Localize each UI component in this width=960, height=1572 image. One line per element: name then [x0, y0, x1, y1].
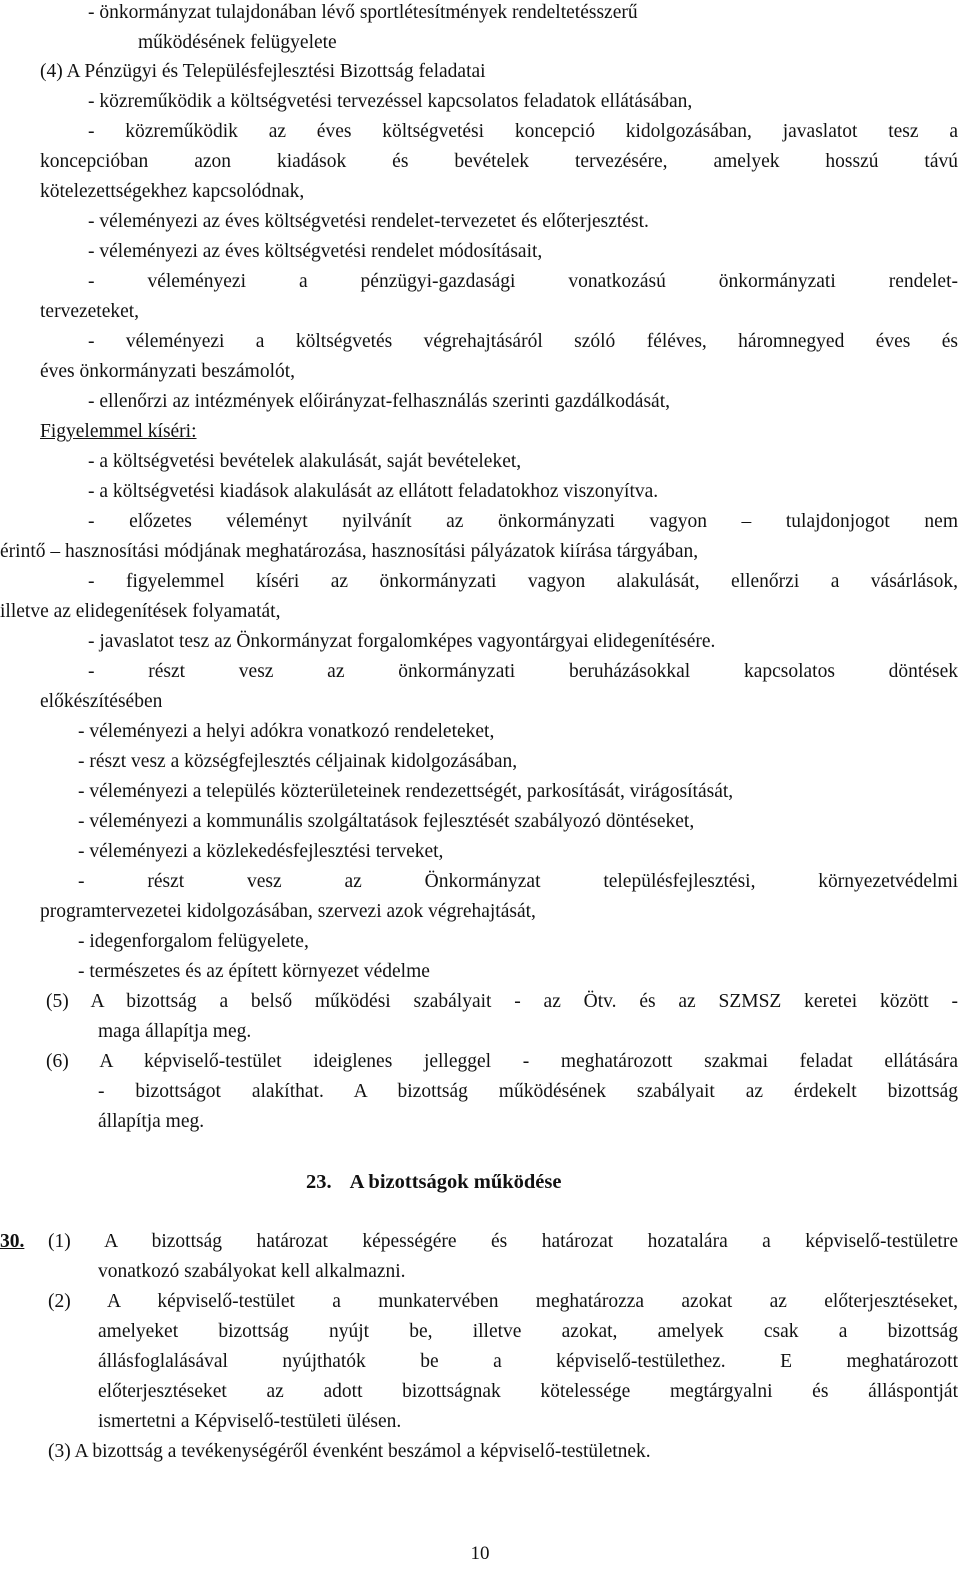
page-number: 10: [470, 1543, 490, 1564]
text-line: - véleményezi a kommunális szolgáltatások fejlesztését szabályozó döntéseket,: [78, 811, 695, 832]
text-line: - önkormányzat tulajdonában lévő sportlétesítmények rendeltetésszerű: [88, 2, 638, 23]
text-line: - közreműködik az éves költségvetési koncepció kidolgozásában, javaslatot tesz a: [88, 121, 958, 142]
underlined-subheading: Figyelemmel kíséri:: [40, 421, 197, 442]
text-line: amelyeket bizottság nyújt be, illetve azokat, amelyek csak a bizottság: [98, 1321, 958, 1342]
text-line: tervezeteket,: [40, 301, 140, 322]
text-line: - ellenőrzi az intézmények előirányzat-felhasználás szerinti gazdálkodását,: [88, 391, 671, 412]
text-line: - részt vesz az önkormányzati beruházásokkal kapcsolatos döntések: [88, 661, 958, 682]
text-line: állásfoglalásával nyújthatók be a képviselő-testülethez. E meghatározott: [98, 1351, 958, 1372]
section-heading: [306, 1166, 561, 1198]
text-line: vonatkozó szabályokat kell alkalmazni.: [98, 1261, 406, 1282]
text-line: - előzetes véleményt nyilvánít az önkormányzati vagyon – tulajdonjogot nem: [88, 511, 958, 532]
text-line: (3) A bizottság a tevékenységéről évenként beszámol a képviselő-testületnek.: [48, 1441, 651, 1462]
text-line: koncepcióban azon kiadások és bevételek tervezésére, amelyek hosszú távú: [40, 151, 958, 172]
text-line: ismertetni a Képviselő-testületi ülésen.: [98, 1411, 402, 1432]
section-number: 30.: [0, 1231, 25, 1252]
text-line: - véleményezi az éves költségvetési rendelet módosításait,: [88, 241, 543, 262]
text-line: (5) A bizottság a belső működési szabályait - az Ötv. és az SZMSZ keretei között -: [46, 991, 958, 1012]
text-line: - részt vesz az Önkormányzat településfejlesztési, környezetvédelmi: [78, 871, 958, 892]
text-line: - közreműködik a költségvetési tervezéssel kapcsolatos feladatok ellátásában,: [88, 91, 693, 112]
text-line: - véleményezi a helyi adókra vonatkozó rendeleteket,: [78, 721, 495, 742]
text-line: kötelezettségekhez kapcsolódnak,: [40, 181, 305, 202]
text-line: érintő – hasznosítási módjának meghatározása, hasznosítási pályázatok kiírása tárgyában,: [0, 541, 699, 562]
text-line: - részt vesz a községfejlesztés céljainak kidolgozásában,: [78, 751, 518, 772]
text-line: - a költségvetési kiadások alakulását az ellátott feladatokhoz viszonyítva.: [88, 481, 659, 502]
text-line: éves önkormányzati beszámolót,: [40, 361, 296, 382]
text-line: - bizottságot alakíthat. A bizottság működésének szabályait az érdekelt bizottság: [98, 1081, 958, 1102]
text-line: - véleményezi az éves költségvetési rendelet-tervezetet és előterjesztést.: [88, 211, 649, 232]
text-line: - javaslatot tesz az Önkormányzat forgalomképes vagyontárgyai elidegenítésére.: [88, 631, 716, 652]
text-line: - véleményezi a pénzügyi-gazdasági vonatkozású önkormányzati rendelet-: [88, 271, 958, 292]
text-line: - véleményezi a költségvetés végrehajtásáról szóló féléves, háromnegyed éves és: [88, 331, 958, 352]
text-line: (4) A Pénzügyi és Településfejlesztési Bizottság feladatai: [40, 61, 486, 82]
text-line: - véleményezi a közlekedésfejlesztési terveket,: [78, 841, 444, 862]
text-line: előkészítésében: [40, 691, 163, 712]
text-line: állapítja meg.: [98, 1111, 205, 1132]
section-heading-number: 23.: [306, 1171, 332, 1193]
text-line: - figyelemmel kíséri az önkormányzati vagyon alakulását, ellenőrzi a vásárlások,: [88, 571, 958, 592]
text-line: - idegenforgalom felügyelete,: [78, 931, 309, 952]
text-line: - véleményezi a település közterületeinek rendezettségét, parkosítását, virágosítását,: [78, 781, 734, 802]
text-line: (2) A képviselő-testület a munkatervében meghatározza azokat az előterjesztéseket,: [48, 1291, 958, 1312]
text-line: - természetes és az épített környezet védelme: [78, 961, 430, 982]
section-heading-title: A bizottságok működése: [349, 1171, 562, 1193]
text-line: maga állapítja meg.: [98, 1021, 252, 1042]
text-line: (1) A bizottság határozat képességére és határozat hozatalára a képviselő-testületre: [48, 1231, 958, 1252]
text-line: előterjesztéseket az adott bizottságnak kötelessége megtárgyalni és álláspontját: [98, 1381, 958, 1402]
text-line: - a költségvetési bevételek alakulását, saját bevételeket,: [88, 451, 522, 472]
text-line: illetve az elidegenítések folyamatát,: [0, 601, 281, 622]
text-line: működésének felügyelete: [138, 32, 337, 53]
text-line: (6) A képviselő-testület ideiglenes jelleggel - meghatározott szakmai feladat ellátására: [46, 1051, 958, 1072]
text-line: programtervezetei kidolgozásában, szervezi azok végrehajtását,: [40, 901, 536, 922]
